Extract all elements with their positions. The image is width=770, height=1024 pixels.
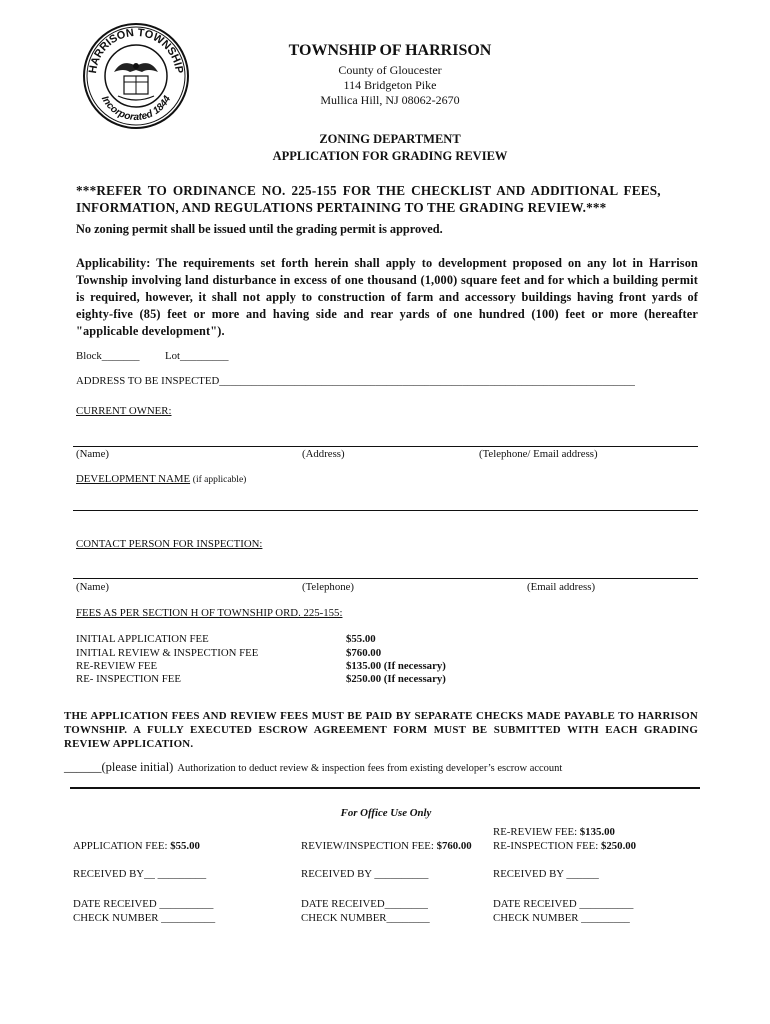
city-line: Mullica Hill, NJ 08062-2670 [320,93,460,107]
township-title: TOWNSHIP OF HARRISON [288,42,492,59]
development-name-line[interactable] [73,510,698,511]
section-divider [70,787,700,789]
office-use-heading: For Office Use Only [340,807,432,819]
contact-email-label: (Email address) [527,581,596,593]
owner-name-label: (Name) [76,448,109,460]
development-name-note: (if applicable) [192,475,247,485]
check-number-3[interactable]: CHECK NUMBER _________ [493,912,630,924]
owner-phone-label: (Telephone/ Email address) [479,448,598,460]
re-review-fee-value: $135.00 [579,826,615,838]
contact-person-label: CONTACT PERSON FOR INSPECTION: [76,538,263,550]
department-title: ZONING DEPARTMENT [319,132,461,146]
street-line: 114 Bridgeton Pike [343,78,437,92]
initial-label: (please initial) [101,760,174,774]
re-review-fee-label: RE-REVIEW FEE: [493,826,578,838]
township-seal [82,22,190,130]
seal-top-text: HARRISON TOWNSHIP [86,26,186,75]
received-by-3[interactable]: RECEIVED BY ______ [493,868,599,880]
fee-label: RE-REVIEW FEE [76,660,158,672]
fee-value: $135.00 (If necessary) [346,660,446,672]
re-inspection-fee-value: $250.00 [600,840,637,852]
received-by-1[interactable]: RECEIVED BY__ _________ [73,868,207,880]
contact-phone-label: (Telephone) [302,581,355,593]
permit-notice: No zoning permit shall be issued until the grading permit is approved. [76,222,443,236]
contact-name-label: (Name) [76,581,109,593]
check-number-1[interactable]: CHECK NUMBER __________ [73,912,216,924]
owner-address-label: (Address) [302,448,345,460]
date-received-2[interactable]: DATE RECEIVED________ [301,898,428,910]
block-field[interactable]: Block_______ [76,350,140,362]
date-received-1[interactable]: DATE RECEIVED __________ [73,898,214,910]
initial-blank[interactable]: ______ [64,760,102,774]
initial-row [64,758,562,776]
re-inspection-fee-label: RE-INSPECTION FEE: [493,840,599,852]
application-fee-label: APPLICATION FEE: [73,840,168,852]
initial-text: Authorization to deduct review & inspection fees from existing developer’s escrow account [177,763,563,774]
review-inspection-fee-row [301,840,472,852]
payment-warning: THE APPLICATION FEES AND REVIEW FEES MUST BE PAID BY SEPARATE CHECKS MADE PAYABLE TO HARRISON TOWNSHIP. A FULLY EXECUTED ESCROW AGREEMENT FORM MUST BE SUBMITTED WITH EACH GRADING REVIEW APPLICATION. [64,710,698,750]
application-fee-row [73,840,200,852]
owner-line[interactable] [73,446,698,447]
application-fee-value: $55.00 [170,840,200,852]
check-number-2[interactable]: CHECK NUMBER________ [301,912,430,924]
fee-label: INITIAL REVIEW & INSPECTION FEE [76,647,259,659]
development-name-label [76,473,246,485]
review-inspection-fee-label: REVIEW/INSPECTION FEE: [301,840,434,852]
address-field[interactable]: ADDRESS TO BE INSPECTED_____________________________________________________________________________ [76,375,635,387]
lot-field[interactable]: Lot_________ [165,350,229,362]
received-by-2[interactable]: RECEIVED BY __________ [301,868,429,880]
applicability-paragraph: Applicability: The requirements set forth herein shall apply to development proposed on any lot in Harrison Township involving land disturbance in excess of one thousand (1,000) square feet and for which a building permit is required, however, it shall not apply to construction of farm and accessory buildings having front yards of eighty-five (85) feet or more and having side and rear yards of one hundred (100) feet or more (hereafter "applicable development"). [76,256,698,338]
contact-line[interactable] [73,578,698,579]
fee-label: RE- INSPECTION FEE [76,673,181,685]
form-title: APPLICATION FOR GRADING REVIEW [272,149,508,163]
fee-value: $250.00 (If necessary) [346,673,446,685]
ordinance-notice-line2: INFORMATION, AND REGULATIONS PERTAINING TO THE GRADING REVIEW.*** [76,200,607,215]
re-review-fee-row [493,826,615,838]
date-received-3[interactable]: DATE RECEIVED __________ [493,898,634,910]
fee-label: INITIAL APPLICATION FEE [76,633,209,645]
review-inspection-fee-value: $760.00 [436,840,472,852]
re-inspection-fee-row [493,840,636,852]
fees-heading: FEES AS PER SECTION H OF TOWNSHIP ORD. 225-155: [76,607,343,619]
fee-value: $760.00 [346,647,382,659]
development-name-title: DEVELOPMENT NAME [76,473,191,485]
fee-value: $55.00 [346,633,376,645]
ordinance-notice-line1: ***REFER TO ORDINANCE NO. 225-155 FOR THE CHECKLIST AND ADDITIONAL FEES, [76,183,661,198]
current-owner-label: CURRENT OWNER: [76,405,172,417]
county-line: County of Gloucester [338,63,442,77]
seal-bottom-text: Incorporated 1844 [98,94,174,124]
